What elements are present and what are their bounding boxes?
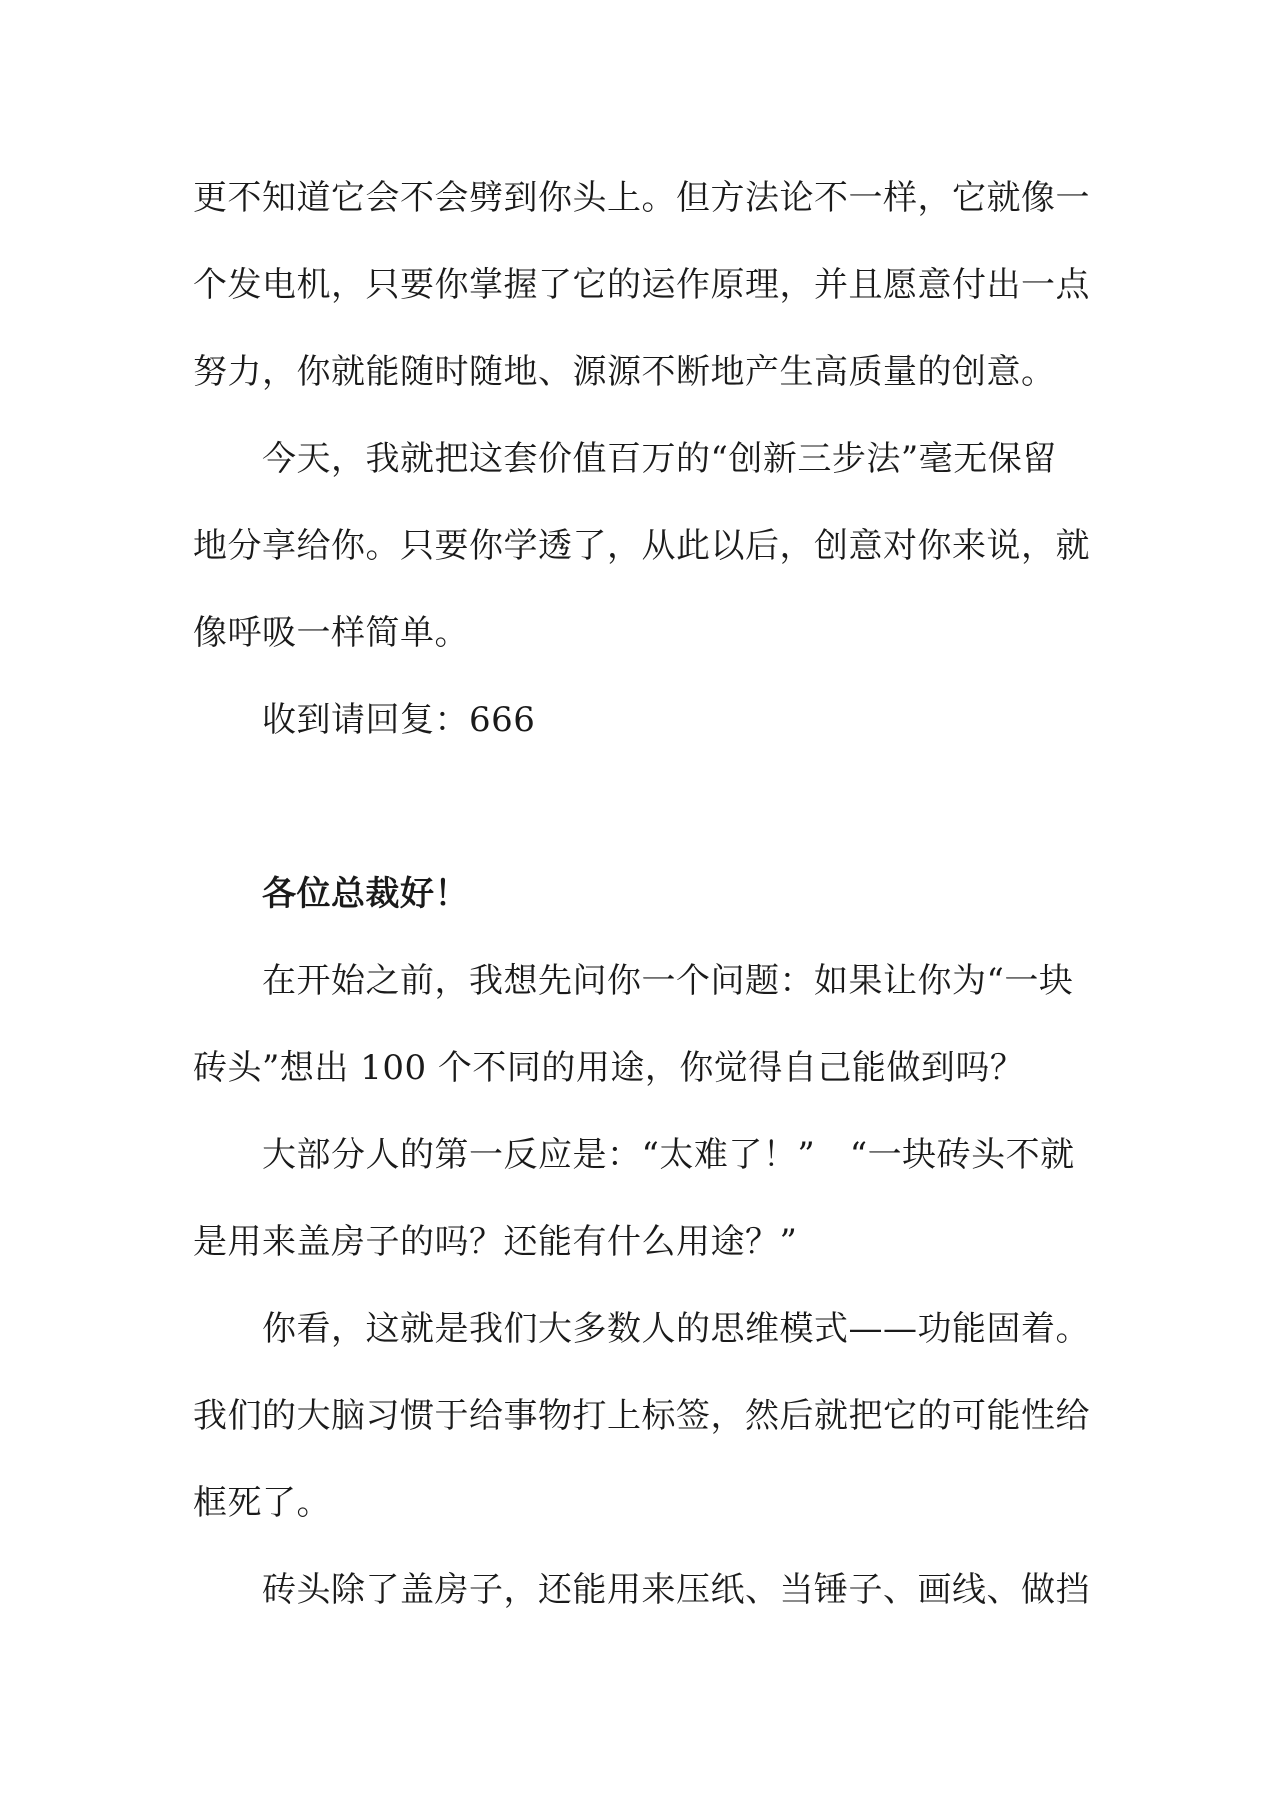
paragraph-line: 大部分人的第一反应是：“太难了！” “一块砖头不就 <box>262 1135 1075 1175</box>
paragraph-line: 砖头除了盖房子，还能用来压纸、当锤子、画线、做挡 <box>262 1570 1090 1610</box>
paragraph-line: 个发电机，只要你掌握了它的运作原理，并且愿意付出一点 <box>193 265 1090 305</box>
paragraph-line: 更不知道它会不会劈到你头上。但方法论不一样，它就像一 <box>193 178 1090 218</box>
reply-prompt: 收到请回复：666 <box>262 700 536 740</box>
paragraph-line: 像呼吸一样简单。 <box>193 613 469 653</box>
paragraph-line: 今天，我就把这套价值百万的“创新三步法”毫无保留 <box>262 439 1057 479</box>
paragraph-line: 我们的大脑习惯于给事物打上标签，然后就把它的可能性给 <box>193 1396 1090 1436</box>
paragraph-line: 是用来盖房子的吗？还能有什么用途？” <box>193 1222 798 1262</box>
paragraph-line: 你看，这就是我们大多数人的思维模式——功能固着。 <box>262 1309 1090 1349</box>
paragraph-line: 框死了。 <box>193 1483 331 1523</box>
paragraph-line: 努力，你就能随时随地、源源不断地产生高质量的创意。 <box>193 352 1056 392</box>
paragraph-line: 地分享给你。只要你学透了，从此以后，创意对你来说，就 <box>193 526 1090 566</box>
paragraph-line: 砖头”想出 100 个不同的用途，你觉得自己能做到吗？ <box>193 1048 1025 1088</box>
greeting-heading: 各位总裁好！ <box>262 874 469 914</box>
paragraph-line: 在开始之前，我想先问你一个问题：如果让你为“一块 <box>262 961 1074 1001</box>
